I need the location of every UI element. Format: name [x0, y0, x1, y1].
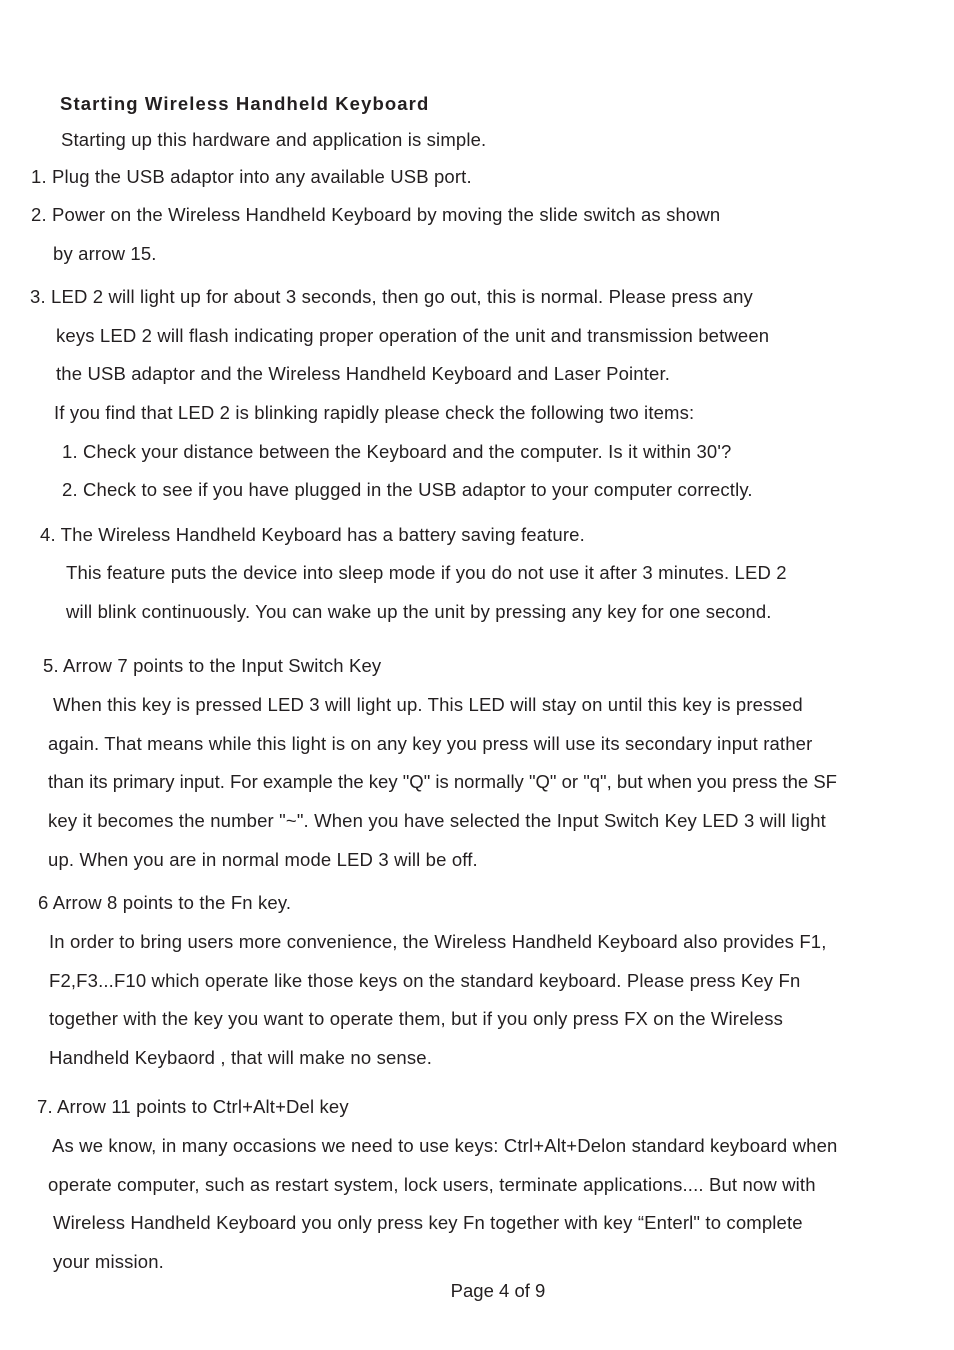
step-7-line: 7. Arrow 11 points to Ctrl+Alt+Del key: [37, 1096, 349, 1117]
step-6-line: In order to bring users more convenience, the Wireless Handheld Keyboard also provides F1,: [49, 931, 827, 952]
step-3-subitem: 1. Check your distance between the Keyboard and the computer. Is it within 30'?: [62, 441, 732, 462]
step-7-line: As we know, in many occasions we need to use keys: Ctrl+Alt+Delon standard keyboard when: [52, 1135, 838, 1156]
step-5-line: than its primary input. For example the key "Q" is normally "Q" or "q", but when you press the SF: [48, 771, 837, 792]
step-2-line: by arrow 15.: [53, 243, 157, 264]
step-3-subitem: 2. Check to see if you have plugged in the USB adaptor to your computer correctly.: [62, 479, 753, 500]
step-6-line: F2,F3...F10 which operate like those keys on the standard keyboard. Please press Key Fn: [49, 970, 801, 991]
step-3-line: If you find that LED 2 is blinking rapidly please check the following two items:: [54, 402, 695, 423]
step-1: 1. Plug the USB adaptor into any available USB port.: [31, 166, 472, 187]
step-5-line: again. That means while this light is on any key you press will use its secondary input rather: [48, 733, 813, 754]
step-3-line: 3. LED 2 will light up for about 3 seconds, then go out, this is normal. Please press any: [30, 286, 753, 307]
step-7-line: Wireless Handheld Keyboard you only press key Fn together with key “Enterl" to complete: [53, 1212, 803, 1233]
step-4-line: 4. The Wireless Handheld Keyboard has a battery saving feature.: [40, 524, 585, 545]
step-5-line: key it becomes the number "~". When you have selected the Input Switch Key LED 3 will light: [48, 810, 826, 831]
intro-text: Starting up this hardware and application is simple.: [61, 129, 487, 150]
section-heading: Starting Wireless Handheld Keyboard: [60, 93, 430, 114]
step-5-line: up. When you are in normal mode LED 3 will be off.: [48, 849, 478, 870]
step-2-line: 2. Power on the Wireless Handheld Keyboard by moving the slide switch as shown: [31, 204, 721, 225]
step-3-line: keys LED 2 will flash indicating proper operation of the unit and transmission between: [56, 325, 770, 346]
step-5-line: 5. Arrow 7 points to the Input Switch Key: [43, 655, 382, 676]
step-3-line: the USB adaptor and the Wireless Handheld Keyboard and Laser Pointer.: [56, 363, 671, 384]
step-4-line: This feature puts the device into sleep mode if you do not use it after 3 minutes. LED 2: [66, 562, 787, 583]
step-6-line: Handheld Keybaord , that will make no sense.: [49, 1047, 432, 1068]
step-7-line: operate computer, such as restart system, lock users, terminate applications.... But now with: [48, 1174, 816, 1195]
step-6-line: 6 Arrow 8 points to the Fn key.: [38, 892, 292, 913]
page-number: Page 4 of 9: [450, 1280, 546, 1301]
step-6-line: together with the key you want to operate them, but if you only press FX on the Wireless: [49, 1008, 784, 1029]
step-7-line: your mission.: [53, 1251, 164, 1272]
step-5-line: When this key is pressed LED 3 will light up. This LED will stay on until this key is pressed: [53, 694, 803, 715]
step-4-line: will blink continuously. You can wake up the unit by pressing any key for one second.: [66, 601, 772, 622]
